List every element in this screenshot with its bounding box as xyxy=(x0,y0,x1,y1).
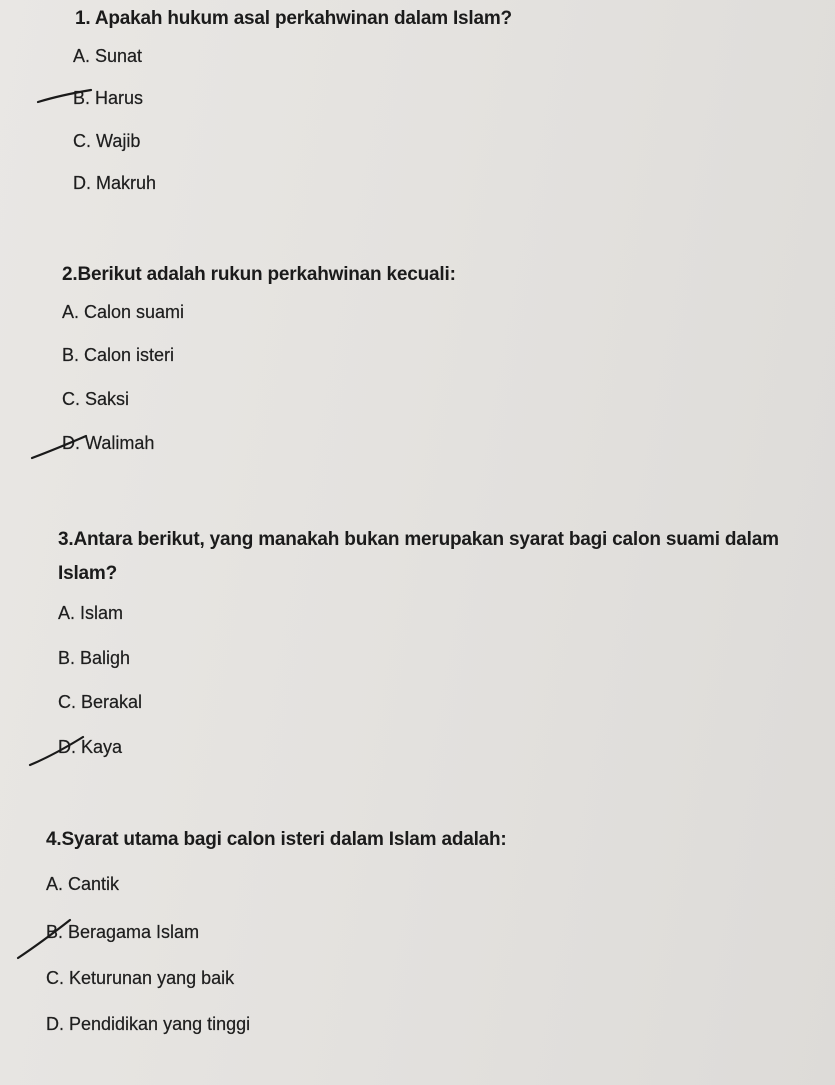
question-4-option-a[interactable]: A. Cantik xyxy=(46,874,120,894)
question-4-option-c[interactable]: C. Keturunan yang baik xyxy=(46,968,235,988)
question-3-option-b[interactable]: B. Baligh xyxy=(58,648,131,668)
question-3-option-d[interactable]: D. Kaya xyxy=(58,737,123,757)
question-3-title: 3.Antara berikut, yang manakah bukan merupakan syarat bagi calon suami dalam Islam? xyxy=(58,529,779,584)
answer-mark-icon xyxy=(28,733,88,769)
question-1-option-d[interactable]: D. Makruh xyxy=(73,173,157,193)
question-4-option-d[interactable]: D. Pendidikan yang tinggi xyxy=(46,1014,251,1034)
question-2-option-c[interactable]: C. Saksi xyxy=(62,389,130,409)
answer-mark-icon xyxy=(30,432,90,462)
question-3-option-a[interactable]: A. Islam xyxy=(58,603,124,623)
answer-mark-icon xyxy=(36,86,96,106)
question-1-option-c[interactable]: C. Wajib xyxy=(73,131,141,151)
question-2-title: 2.Berikut adalah rukun perkahwinan kecuali: xyxy=(62,264,456,285)
question-4-title: 4.Syarat utama bagi calon isteri dalam Islam adalah: xyxy=(46,829,507,850)
question-1-option-a[interactable]: A. Sunat xyxy=(73,46,143,66)
question-1-title: 1. Apakah hukum asal perkahwinan dalam Islam? xyxy=(75,8,512,29)
question-1-option-b[interactable]: B. Harus xyxy=(73,88,144,108)
question-4-option-b[interactable]: B. Beragama Islam xyxy=(46,922,200,942)
question-2-option-a[interactable]: A. Calon suami xyxy=(62,302,185,322)
question-3-option-c[interactable]: C. Berakal xyxy=(58,692,143,712)
answer-mark-icon xyxy=(14,916,76,962)
question-2-option-b[interactable]: B. Calon isteri xyxy=(62,345,175,365)
question-2-option-d[interactable]: D. Walimah xyxy=(62,433,155,453)
